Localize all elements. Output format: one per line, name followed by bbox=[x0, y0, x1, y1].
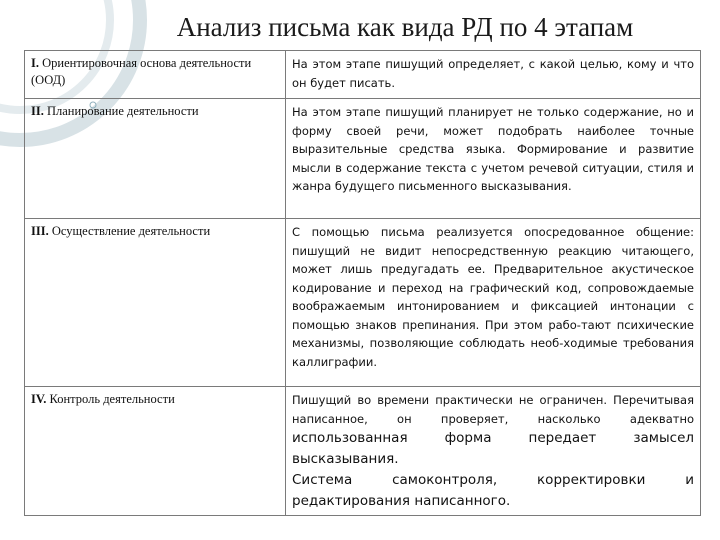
stage-number: II. bbox=[31, 104, 44, 118]
stage-label: Осуществление деятельности bbox=[51, 224, 211, 238]
description-text: Система самоконтроля, корректировки и редактирования написанного. bbox=[292, 472, 694, 509]
description-cell bbox=[286, 387, 701, 516]
stage-cell bbox=[25, 387, 286, 516]
stage-label: Планирование деятельности bbox=[46, 104, 199, 118]
stage-number: III. bbox=[31, 224, 49, 238]
table-row bbox=[25, 219, 701, 387]
stages-table bbox=[24, 50, 701, 516]
description-text: С помощью письма реализуется опосредованное общение: пишущий не видит непосредственную реакцию читающего, может лишь предугадать ее. Предварительное акустическое кодирование и переход на графический код, сопровождаемые воображаемым интонированием и фиксацией интонации с помощью знаков препинания. При этом рабо-тают психические механизмы, позволяющие соблюдать необ-ходимые требования каллиграфии. bbox=[292, 225, 694, 369]
stage-label: Ориентировочная основа деятельности (ООД) bbox=[31, 56, 252, 87]
table-row bbox=[25, 387, 701, 516]
stage-cell bbox=[25, 219, 286, 387]
stage-number: IV. bbox=[31, 392, 47, 406]
stage-cell bbox=[25, 99, 286, 219]
stage-cell bbox=[25, 51, 286, 99]
description-text: Пишущий во времени практически не ограничен. Перечитывая написанное, он проверяет, насколько адекватно bbox=[292, 393, 694, 426]
description-cell bbox=[286, 51, 701, 99]
page-title: Анализ письма как вида РД по 4 этапам bbox=[176, 12, 634, 42]
stage-label: Контроль деятельности bbox=[49, 392, 175, 406]
stage-number: I. bbox=[31, 56, 39, 70]
description-text: На этом этапе пишущий определяет, с какой целью, кому и что он будет писать. bbox=[292, 57, 694, 90]
description-text: На этом этапе пишущий планирует не только содержание, но и форму своей речи, может подобрать наиболее точные выразительные средства языка. Формирование и развитие мысли в содержание текста с учетом речевой ситуации, стиля и жанра будущего письменного высказывания. bbox=[292, 105, 694, 193]
table-row bbox=[25, 99, 701, 219]
table-row bbox=[25, 51, 701, 99]
description-cell bbox=[286, 99, 701, 219]
description-cell bbox=[286, 219, 701, 387]
description-text: использованная форма передает замысел высказывания. bbox=[292, 430, 694, 467]
